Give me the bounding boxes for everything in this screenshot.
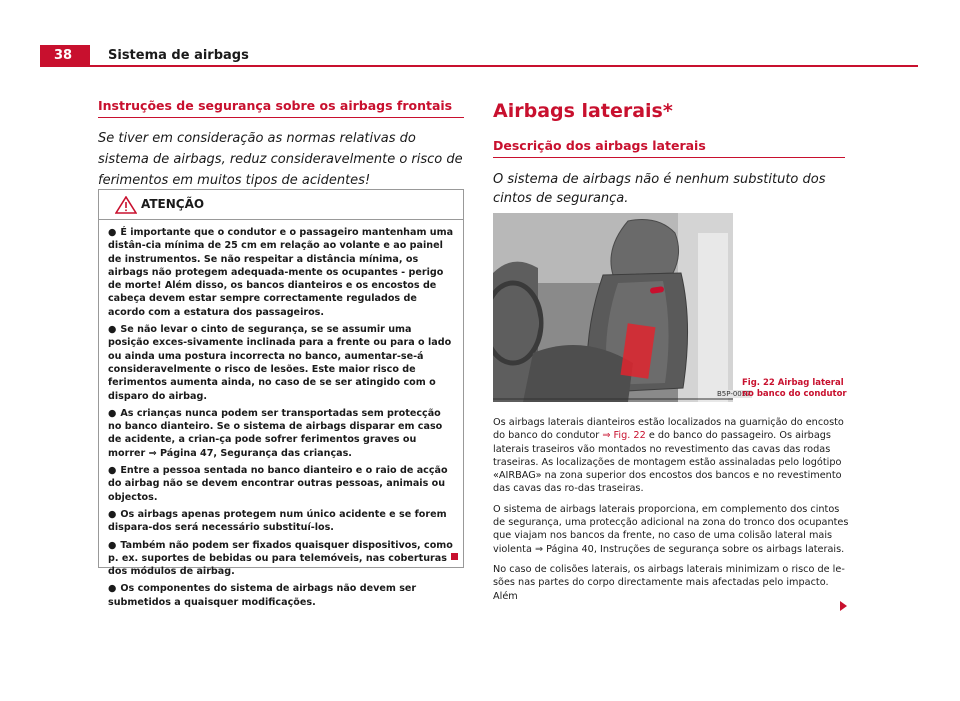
page-title: Airbags laterais* <box>493 100 673 122</box>
left-column <box>98 98 464 191</box>
warning-header <box>99 190 463 220</box>
right-column <box>493 98 845 208</box>
warning-box <box>98 189 464 608</box>
warning-list <box>99 220 463 609</box>
header-rule <box>40 65 918 67</box>
figure-link[interactable]: ⇒ Fig. 22 <box>602 430 646 442</box>
warning-title: ATENÇÃO <box>141 197 205 211</box>
seat-airbag-photo <box>493 213 733 402</box>
paragraph: Os airbags laterais dianteiros estão localizados na guarnição do encosto do banco do condutor ⇒ Fig. 22 e do banco do passageiro. Os airbags laterais traseiros vão montados no revestimento das cavas das rodas traseiras. As localizações de montagem estão assinaladas pelo logótipo «AIRBAG» na zona superior dos encostos dos bancos e no revestimento das cavas das ro-das traseiras. <box>493 417 844 495</box>
list-item: ● Se não levar o cinto de segurança, se se assumir uma posição exces-sivamente inclinada para a frente ou para o lado ou ainda uma postura incorrecta no banco, aumentar-se-á consideravelmente o risco de lesões. Este maior risco de ferimentos aumenta ainda, no caso de se ser atingido com o disparo do airbag. <box>108 324 452 402</box>
list-item: ● Também não podem ser fixados quaisquer dispositivos, como p. ex. suportes de bebidas ou para telemóveis, nas coberturas dos módulos de airbag. <box>108 539 453 578</box>
section-end-marker <box>451 553 458 560</box>
list-item: ● É importante que o condutor e o passageiro mantenham uma distân-cia mínima de 25 cm em relação ao volante e ao painel de instrumentos. Se não respeitar a distância mínima, os airbags não protegem adequada-mente os ocupantes - perigo de morte! Além disso, os bancos dianteiros e os encostos de cabeça devem estar sempre correctamente regulados de acordo com a estatura dos passageiros. <box>108 227 454 318</box>
list-item: ● Os airbags apenas protegem num único acidente e se forem dispara-dos será necessário substituí-los. <box>108 508 447 534</box>
list-item: ● Os componentes do sistema de airbags não devem ser submetidos a quaisquer modificações. <box>108 583 417 608</box>
section-title: Instruções de segurança sobre os airbags frontais <box>98 98 464 118</box>
section-lead: Se tiver em consideração as normas relativas do sistema de airbags, reduz consideravelmente o risco de ferimentos em muitos tipos de acidentes! <box>98 131 463 188</box>
body-text <box>493 416 853 610</box>
page-number: 38 <box>40 45 90 67</box>
paragraph: O sistema de airbags laterais proporciona, em complemento dos cintos de segurança, uma protecção adicional na zona do tronco dos ocupantes que viajam nos bancos da frente, no caso de uma colisão lateral mais violenta ⇒ Página 40, Instruções de segurança sobre os airbags laterais. <box>493 503 849 555</box>
subsection-title: Descrição dos airbags laterais <box>493 138 845 158</box>
figure-caption: Fig. 22 Airbag lateral no banco do condutor <box>742 378 847 399</box>
chapter-title: Sistema de airbags <box>108 48 249 63</box>
continue-arrow-icon <box>840 601 847 611</box>
subsection-lead: O sistema de airbags não é nenhum substituto dos cintos de segurança. <box>493 172 826 206</box>
paragraph: No caso de colisões laterais, os airbags laterais minimizam o risco de le-sões nas partes do corpo directamente mais afectadas pelo impacto. Além <box>493 563 845 602</box>
figure-code: B5P-0057 <box>717 390 751 398</box>
list-item: ● As crianças nunca podem ser transportadas sem protecção no banco dianteiro. Se o sistema de airbags disparar em caso de acidente, a crian-ça pode sofrer ferimentos graves ou morrer ⇒ Página 47, Segurança das crianças. <box>108 407 443 459</box>
list-item: ● Entre a pessoa sentada no banco dianteiro e o raio de acção do airbag não se devem encontrar outras pessoas, animais ou objectos. <box>108 465 448 503</box>
warning-triangle-icon <box>115 196 137 214</box>
